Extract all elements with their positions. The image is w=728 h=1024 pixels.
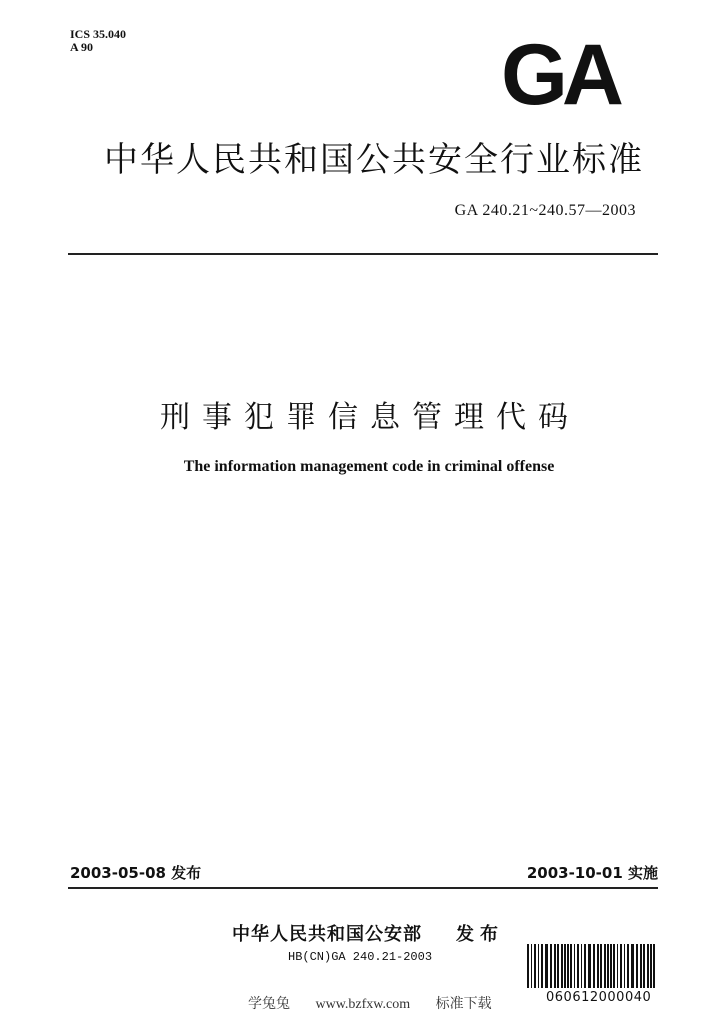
barcode-bar: [607, 944, 609, 988]
barcode-bar: [640, 944, 642, 988]
implement-date: 2003-10-01 实施: [526, 864, 658, 882]
barcode-bar: [636, 944, 638, 988]
barcode-bar: [561, 944, 563, 988]
document-title-cn: 刑事犯罪信息管理代码: [160, 400, 580, 435]
document-title-en: The information management code in criminal offense: [183, 458, 555, 475]
barcode-bar: [647, 944, 649, 988]
barcode-bar: [557, 944, 559, 988]
barcode-bar: [597, 944, 599, 988]
barcode-bar: [567, 944, 569, 988]
ccs-code: A 90: [70, 40, 94, 54]
barcode-bar: [617, 944, 618, 988]
hb-code: HB(CN)GA 240.21-2003: [288, 950, 433, 964]
issue-date: 2003-05-08 发布: [70, 864, 202, 882]
barcode-bar: [574, 944, 575, 988]
barcode-bar: [600, 944, 602, 988]
barcode-bar: [538, 944, 539, 988]
barcode-bar: [577, 944, 579, 988]
watermark-label: 标准下载: [435, 997, 492, 1012]
barcode: [525, 944, 659, 988]
barcode-bar: [604, 944, 606, 988]
top-divider: [68, 253, 658, 255]
watermark: [248, 993, 514, 1013]
barcode-graphic: [525, 944, 659, 988]
barcode-bar: [541, 944, 543, 988]
barcode-bar: [534, 944, 536, 988]
barcode-bar: [627, 944, 629, 988]
barcode-bar: [584, 944, 586, 988]
barcode-bar: [624, 944, 625, 988]
bottom-divider: [68, 887, 658, 889]
watermark-url[interactable]: www.bzfxw.com: [315, 997, 411, 1012]
barcode-bar: [593, 944, 595, 988]
barcode-bar: [581, 944, 582, 988]
barcode-bar: [527, 944, 529, 988]
barcode-bar: [545, 944, 548, 988]
standard-code: GA 240.21~240.57—2003: [454, 202, 636, 219]
barcode-bar: [588, 944, 591, 988]
barcode-bar: [650, 944, 652, 988]
classification-block: [70, 28, 126, 54]
barcode-bar: [643, 944, 645, 988]
barcode-bar: [554, 944, 556, 988]
barcode-bar: [570, 944, 572, 988]
barcode-bar: [531, 944, 532, 988]
barcode-bar: [631, 944, 634, 988]
barcode-bar: [613, 944, 615, 988]
barcode-bar: [550, 944, 552, 988]
issuer-name: 中华人民共和国公安部: [232, 924, 422, 945]
barcode-bar: [620, 944, 622, 988]
publish-label: 发布: [456, 924, 504, 945]
barcode-bar: [610, 944, 612, 988]
watermark-site-cn: 学兔兔: [248, 997, 290, 1012]
ics-code: ICS 35.040: [70, 27, 127, 41]
barcode-bar: [653, 944, 655, 988]
ga-logo: GA: [501, 27, 618, 123]
barcode-bar: [564, 944, 566, 988]
standard-category-title: 中华人民共和国公共安全行业标准: [104, 140, 644, 180]
barcode-number: 060612000040: [546, 990, 652, 1005]
